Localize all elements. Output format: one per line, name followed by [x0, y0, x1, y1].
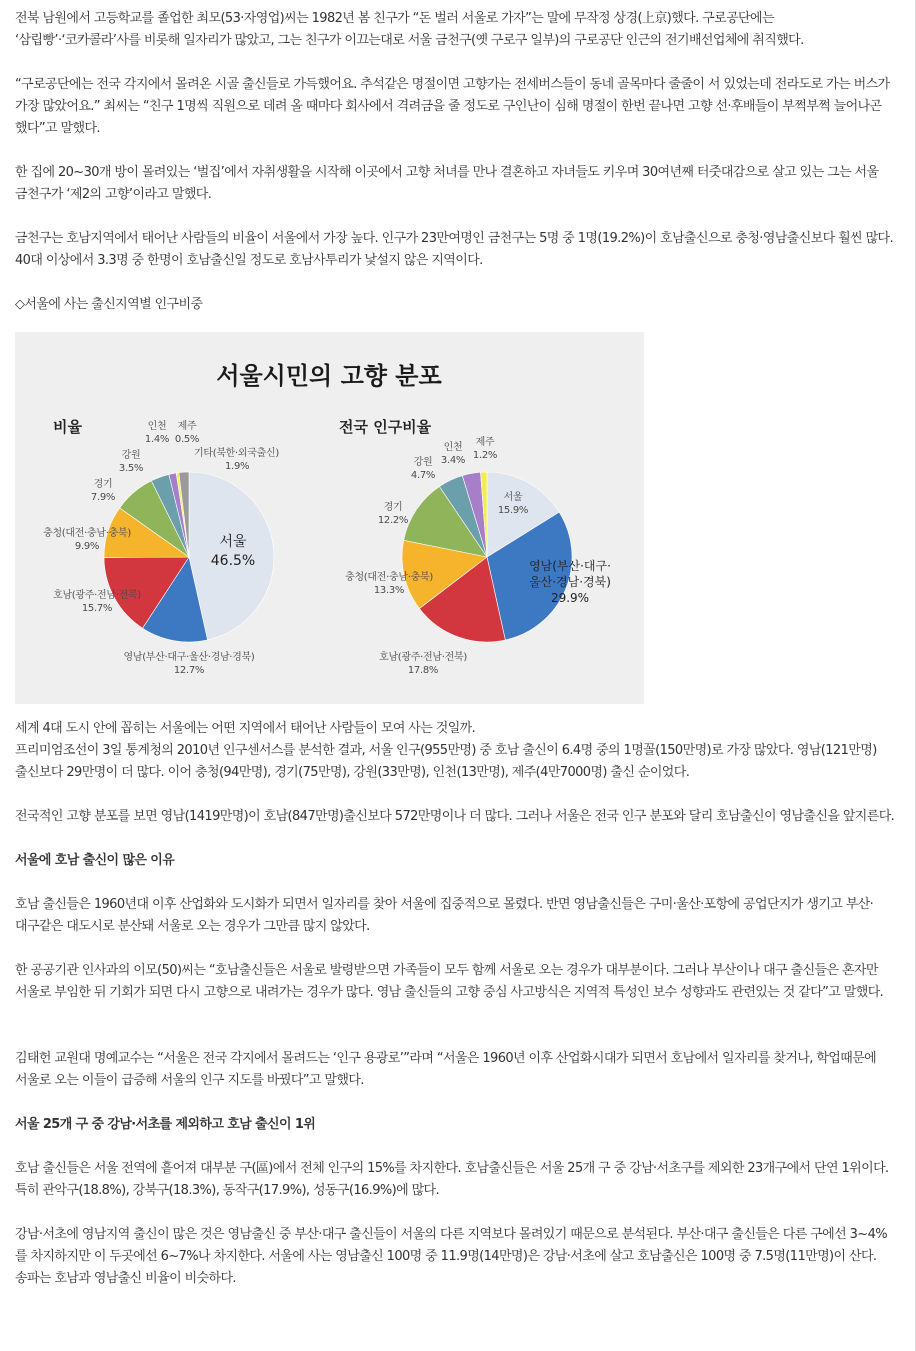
paragraph-9: 한 공공기관 인사과의 이모(50)씨는 “호남출신들은 서울로 발령받으면 가족들이 모두 함께 서울로 오는 경우가 대부분이다. 그러나 부산이나 대구 출신들은 혼자만 서울로 부임한 뒤 기회가 되면 다시 고향으로 내려가는 경우가 많다. 영남 출신들의 고향 중심 사고방식은 지역적 특성인 보수 성향과도 관련있는 것 같다”고 말했다.	[15, 963, 884, 1000]
paragraph-12: 강남·서초에 영남지역 출신이 많은 것은 영남출신 중 부산·대구 출신들이 서울의 다른 지역보다 몰려있기 때문으로 분석된다. 부산·대구 출신들은 다른 구에선 3~4%를 차지하지만 이 두곳에선 6~7%나 차지한다. 서울에 사는 영남출신 100명 중 11.9명(14만명)은 강남·서초에 살고 호남출신은 100명 중 7.5명(11만명)이 산다. 송파는 호남과 영남출신 비율이 비슷하다.	[15, 1227, 887, 1286]
chart1-title: 비율	[53, 418, 82, 436]
c2-label-gyeonggi: 경기	[383, 502, 403, 513]
c1-label-honam: 호남(광주·전남·전북)	[53, 590, 141, 601]
c2-label-incheon: 인천	[443, 442, 463, 453]
c1-label-gangwon: 강원	[121, 450, 141, 461]
c2-value-honam: 17.8%	[407, 665, 439, 676]
c1-value-gyeonggi: 7.9%	[90, 492, 116, 503]
paragraph-2: “구로공단에는 전국 각지에서 몰려온 시골 출신들로 가득했어요. 추석같은 명절이면 고향가는 전세버스들이 동네 골목마다 줄줄이 서 있었는데 전라도로 가는 버스가 가장 많았어요.” 최씨는 “친구 1명씩 직원으로 데려 올 때마다 회사에서 격려금을 줄 정도로 구인난이 심해 명절이 한번 끝나면 고향 선·후배들이 부쩍부쩍 늘어나곤 했다”고 말했다.	[15, 77, 890, 136]
c1-label-chungcheong: 충청(대전·충남·충북)	[43, 528, 131, 539]
c1-value-chungcheong: 9.9%	[74, 541, 100, 552]
paragraph-11: 호남 출신들은 서울 전역에 흩어져 대부분 구(區)에서 전체 인구의 15%를 차지한다. 호남출신들은 서울 25개 구 중 강남·서초구를 제외한 23개구에서 단연 1위이다. 특히 관악구(18.8%), 강북구(18.3%), 동작구(17.9%), 성동구(16.9%)에 많다.	[15, 1161, 889, 1198]
c2-label-gangwon: 강원	[413, 457, 433, 468]
c1-value-other: 1.9%	[225, 461, 250, 472]
c2-label-seoul: 서울	[503, 492, 523, 503]
c1-value-seoul: 46.5%	[210, 553, 256, 569]
paragraph-5: 세계 4대 도시 안에 꼽히는 서울에는 어떤 지역에서 태어난 사람들이 모여 사는 것일까.	[15, 721, 476, 736]
c2-value-seoul: 15.9%	[497, 505, 529, 516]
paragraph-1: 전북 남원에서 고등학교를 졸업한 최모(53·자영업)씨는 1982년 봄 친구가 “돈 벌러 서울로 가자”는 말에 무작정 상경(上京)했다. 구로공단에는 ‘삼립빵’·‘코카콜라’사를 비롯해 일자리가 많았고, 그는 친구가 이끄는대로 서울 금천구(옛 구로구 일부)의 구로공단 인근의 전기배선업체에 취직했다.	[15, 11, 804, 48]
c2-label-youngnam-2: 울산·경남·경북)	[529, 575, 611, 589]
c1-label-jeju: 제주	[177, 421, 197, 432]
paragraph-10: 김태헌 교원대 명예교수는 “서울은 전국 각지에서 몰려드는 ‘인구 용광로’”라며 “서울은 1960년 이후 산업화시대가 되면서 호남에서 일자리를 찾거나, 학업때문에 서울로 오는 이들이 급증해 서울의 인구 지도를 바꿨다”고 말했다.	[15, 1051, 877, 1088]
c1-label-other: 기타(북한·외국출신)	[194, 448, 279, 459]
c2-value-youngnam: 29.9%	[550, 591, 590, 605]
c1-label-youngnam: 영남(부산·대구·울산·경남·경북)	[123, 652, 255, 663]
paragraph-3: 한 집에 20~30개 방이 몰려있는 ‘벌집’에서 자취생활을 시작해 이곳에서 고향 처녀를 만나 결혼하고 자녀들도 키우며 30여년째 터줏대감으로 살고 있는 그는 서울 금천구가 ‘제2의 고향’이라고 말했다.	[15, 165, 879, 202]
paragraph-4: 금천구는 호남지역에서 태어난 사람들의 비율이 서울에서 가장 높다. 인구가 23만여명인 금천구는 5명 중 1명(19.2%)이 호남출신으로 충청·영남출신보다 훨씬 많다. 40대 이상에서 3.3명 중 한명이 호남출신일 정도로 호남사투리가 낯설지 않은 지역이다.	[15, 231, 894, 268]
c2-value-jeju: 1.2%	[472, 450, 498, 461]
c2-value-gangwon: 4.7%	[410, 470, 436, 481]
paragraph-8: 호남 출신들은 1960년대 이후 산업화와 도시화가 되면서 일자리를 찾아 서울에 집중적으로 몰렸다. 반면 영남출신들은 구미·울산·포항에 공업단지가 생기고 부산·대구같은 대도시로 분산돼 서울로 오는 경우가 그만큼 많지 않았다.	[15, 897, 874, 934]
chart-svg	[15, 332, 644, 704]
chart-figure	[15, 332, 644, 704]
c1-value-gangwon: 3.5%	[118, 463, 144, 474]
c2-label-jeju: 제주	[475, 437, 495, 448]
section-heading-1: 서울에 호남 출신이 많은 이유	[15, 853, 175, 868]
chart-title: 서울시민의 고향 분포	[216, 362, 442, 390]
c2-value-chungcheong: 13.3%	[373, 585, 405, 596]
c2-label-honam: 호남(광주·전남·전북)	[379, 652, 467, 663]
chart2-title: 전국 인구비율	[339, 418, 432, 436]
paragraph-7: 전국적인 고향 분포를 보면 영남(1419만명)이 호남(847만명)출신보다 572만명이나 더 많다. 그러나 서울은 전국 인구 분포와 달리 호남출신이 영남출신을 앞지른다.	[15, 809, 895, 824]
c2-value-incheon: 3.4%	[440, 455, 466, 466]
c1-label-gyeonggi: 경기	[93, 479, 113, 490]
c1-label-incheon: 인천	[147, 421, 167, 432]
paragraph-6: 프리미엄조선이 3일 통계청의 2010년 인구센서스를 분석한 결과, 서울 인구(955만명) 중 호남 출신이 6.4명 중의 1명꼴(150만명)로 가장 많았다. 영남(121만명)출신보다 29만명이 더 많다. 이어 충청(94만명), 경기(75만명), 강원(33만명), 인천(13만명), 제주(4만7000명) 출신 순이었다.	[15, 743, 877, 780]
section-heading-2: 서울 25개 구 중 강남·서초를 제외하고 호남 출신이 1위	[15, 1117, 316, 1132]
c1-label-seoul: 서울	[219, 534, 247, 550]
c1-value-incheon: 1.4%	[144, 434, 170, 445]
c1-value-jeju: 0.5%	[174, 434, 200, 445]
c2-label-youngnam-1: 영남(부산·대구·	[529, 559, 611, 573]
c2-label-chungcheong: 충청(대전·충남·충북)	[345, 572, 433, 583]
c1-value-youngnam: 12.7%	[173, 665, 205, 676]
c2-value-gyeonggi: 12.2%	[377, 515, 409, 526]
article-body	[15, 8, 895, 1290]
c1-value-honam: 15.7%	[81, 603, 113, 614]
pie-chart-national	[402, 472, 572, 642]
figure-caption: ◇서울에 사는 출신지역별 인구비중	[15, 297, 203, 312]
spacer	[15, 704, 895, 718]
